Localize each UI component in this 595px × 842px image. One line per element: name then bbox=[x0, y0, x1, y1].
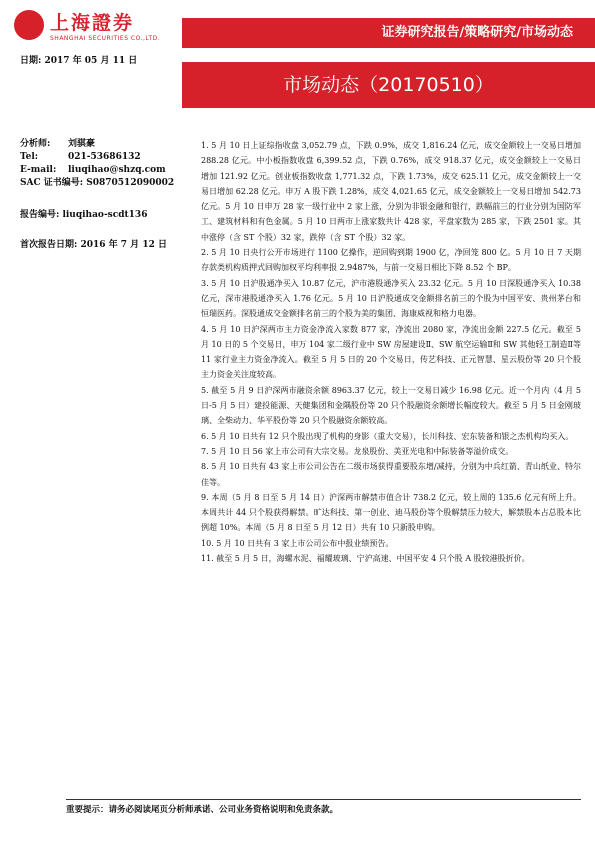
paragraph-institutions: 6. 5 月 10 日共有 12 只个股出现了机构的身影（重大交易），长川科技、宏东装备和银之杰机构均买入。 bbox=[201, 431, 574, 441]
paragraph-ah-discount: 11. 截至 5 月 5 日，海螺水泥、福耀玻璃、宁沪高速、中国平安 4 只个股 A 股较港股折价。 bbox=[201, 554, 530, 564]
analyst-sac-row bbox=[20, 177, 180, 190]
footer-notice: 重要提示：请务必阅读尾页分析师承诺、公司业务资格说明和免责条款。 bbox=[66, 805, 339, 815]
analyst-email-row bbox=[20, 164, 180, 177]
paragraph-market-close: 1. 5 月 10 日上证综指收盘 3,052.79 点，下跌 0.9%，成交 1,816.24 亿元，成交金额较上一交易日增加 288.28 亿元。中小板指数收盘 6,399.52 点，下跌 0.76%，成交 918.37 亿元，成交金额较上一交易日增加 121.92 亿元。创业板指数收盘 1,771.32 点，下跌 1.73%，成交 625.11 亿元，成交金额较上一交易日增加 62.28 亿元。申万 A 股下跌 1.28%，成交 4,021.65 亿元，成交金额较上一交易日增加 542.73 亿元。5 月 10 日申万 28 家一级行业中 2 家上涨，分别为非银金融和银行，跌幅前三的行业分别为国防军工、建筑材料和有色金属。5 月 10 日两市上涨家数共计 428 家，平盘家数为 285 家，下跌 2501 家。其中涨停（含 ST 个股）32 家，跌停（含 ST 个股）32 家。 bbox=[201, 141, 581, 242]
analyst-email-value[interactable]: liuqihao@shzq.com bbox=[68, 165, 166, 175]
logo-english-name: SHANGHAI SECURITIES CO.,LTD. bbox=[50, 35, 161, 42]
analyst-sac-value: S0870512090002 bbox=[86, 178, 175, 188]
analyst-info bbox=[20, 138, 180, 250]
paragraph-margin: 5. 截至 5 月 9 日沪深两市融资余额 8963.37 亿元，较上一交易日减少 16.98 亿元。近一个月内（4 月 5 日-5 月 5 日）建投能源、天健集团和金隅股份等 20 只个股融资余额增长幅度较大。截至 5 月 5 日金刚玻璃、全柴动力、华平股份等 20 只个股融资余额较高。 bbox=[201, 385, 581, 426]
analyst-name-value: 刘骐豪 bbox=[68, 139, 96, 149]
paragraph-block-trade: 7. 5 月 10 日 56 家上市公司有大宗交易。龙泉股份、美亚光电和中际装备等溢价成交。 bbox=[201, 446, 514, 456]
analyst-tel-value: 021-53686132 bbox=[68, 152, 141, 162]
paragraph-lockup: 9. 本周（5 月 8 日至 5 月 14 日）沪深两市解禁市值合计 738.2 亿元，较上周的 135.6 亿元有所上升。本周共计 44 只个股获得解禁。旷达科技、第一创业、迪马股份等个股解禁压力较大，解禁股本占总股本比例超 10%。本周（5 月 8 日至 5 月 12 日）共有 10 只新股申购。 bbox=[201, 492, 581, 533]
report-number-value: liuqihao-scdt136 bbox=[62, 210, 148, 220]
analyst-sac-label: SAC 证书编号: bbox=[20, 178, 84, 188]
first-report-date-label: 首次报告日期: bbox=[20, 240, 78, 250]
analyst-tel-row bbox=[20, 151, 180, 164]
report-number bbox=[20, 207, 180, 220]
analyst-tel-label: Tel: bbox=[20, 152, 39, 162]
first-report-date-value: 2016 年 7 月 12 日 bbox=[80, 240, 167, 250]
company-logo bbox=[14, 8, 174, 48]
analyst-name-row bbox=[20, 138, 180, 151]
report-date-label: 日期: bbox=[20, 56, 42, 66]
report-date bbox=[20, 53, 137, 66]
paragraph-shareholders: 8. 5 月 10 日共有 43 家上市公司公告在二级市场获得重要股东增/减持，分别为中兵红箭、青山纸业、特尔佳等。 bbox=[201, 462, 581, 487]
paragraph-fund-flow: 4. 5 月 10 日沪深两市主力资金净流入家数 877 家，净流出 2080 家，净流出金额 227.5 亿元。截至 5 月 10 日的 5 个交易日，申万 104 家二级行业中 SW 房屋建设Ⅱ、SW 航空运输Ⅱ和 SW 其他轻工制造Ⅱ等 11 家行业主力资金净流入。截至 5 月 5 日的 20 个交易日，传艺科技、正元智慧、星云股份等 20 只个股主力资金关注度较高。 bbox=[201, 324, 581, 380]
report-body bbox=[201, 138, 581, 566]
logo-chinese-name: 上海證券 bbox=[50, 12, 135, 34]
paragraph-stock-connect: 3. 5 月 10 日沪股通净买入 10.87 亿元，沪市港股通净买入 23.32 亿元。5 月 10 日深股通净买入 10.38 亿元，深市港股通净买入 1.76 亿元。5 月 10 日沪股通成交金额排名前三的个股为中国平安、贵州茅台和恒瑞医药。深股通成交金额排名前三的个股为美的集团、海康威视和格力电器。 bbox=[201, 278, 581, 319]
paragraph-interim-forecast: 10. 5 月 10 日共有 3 家上市公司公布中报业绩预告。 bbox=[201, 538, 394, 548]
report-date-value: 2017 年 05 月 11 日 bbox=[44, 56, 138, 66]
report-number-label: 报告编号: bbox=[20, 210, 60, 220]
analyst-email-label: E-mail: bbox=[20, 165, 57, 175]
report-title: 市场动态（20170510） bbox=[283, 74, 494, 96]
report-category-bar: 证券研究报告/策略研究/市场动态 bbox=[182, 18, 595, 48]
report-title-bar bbox=[182, 62, 595, 108]
analyst-name-label: 分析师: bbox=[20, 139, 51, 149]
first-report-date bbox=[20, 237, 180, 250]
paragraph-open-market: 2. 5 月 10 日央行公开市场进行 1100 亿操作，逆回购到期 1900 亿，净回笼 800 亿。5 月 10 日 7 天期存款类机构质押式回购加权平均利率报 2.9487%，与前一交易日相比下降 8.52 个 BP。 bbox=[201, 248, 581, 273]
logo-emblem-icon bbox=[14, 10, 44, 40]
footer-divider bbox=[66, 799, 581, 800]
